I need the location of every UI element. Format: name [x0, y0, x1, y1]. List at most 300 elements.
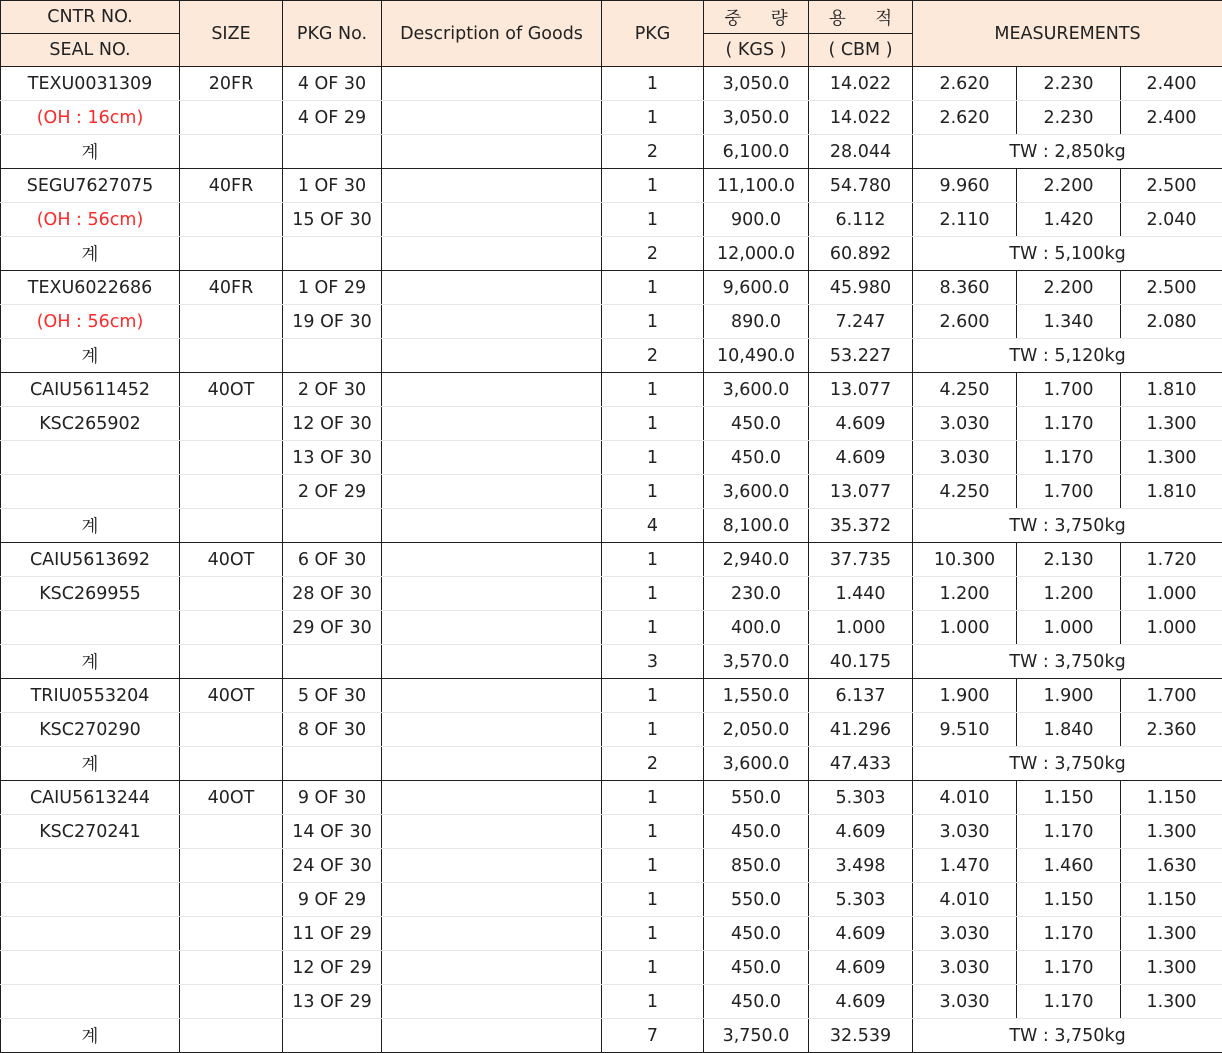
size-cell [180, 951, 283, 985]
kgs-cell: 11,100.0 [704, 169, 809, 203]
pkg-no-cell: 9 OF 29 [283, 883, 382, 917]
table-row [1, 101, 1222, 135]
width-cell: 2.200 [1017, 169, 1121, 203]
description-cell [382, 441, 602, 475]
pkg-no-cell: 5 OF 30 [283, 679, 382, 713]
description-cell [382, 781, 602, 815]
table-row [1, 985, 1222, 1019]
description-cell [382, 203, 602, 237]
pkg-cell: 1 [602, 441, 704, 475]
size-cell [180, 577, 283, 611]
height-cell: 1.300 [1121, 441, 1222, 475]
pkg-no-cell: 9 OF 30 [283, 781, 382, 815]
cbm-cell: 4.609 [809, 917, 913, 951]
width-cell: 1.420 [1017, 203, 1121, 237]
height-cell: 1.000 [1121, 577, 1222, 611]
pkg-no-cell: 1 OF 30 [283, 169, 382, 203]
empty-cell [382, 645, 602, 679]
kgs-cell: 400.0 [704, 611, 809, 645]
header-pkg-no: PKG No. [283, 1, 382, 67]
total-kgs-cell: 6,100.0 [704, 135, 809, 169]
empty-cell [180, 237, 283, 271]
total-row [1, 135, 1222, 169]
description-cell [382, 373, 602, 407]
kgs-cell: 550.0 [704, 883, 809, 917]
description-cell [382, 169, 602, 203]
size-cell [180, 475, 283, 509]
height-cell: 1.150 [1121, 781, 1222, 815]
pkg-no-cell: 14 OF 30 [283, 815, 382, 849]
width-cell: 1.150 [1017, 781, 1121, 815]
width-cell: 1.170 [1017, 441, 1121, 475]
width-cell: 1.170 [1017, 951, 1121, 985]
kgs-cell: 450.0 [704, 441, 809, 475]
description-cell [382, 611, 602, 645]
total-row [1, 645, 1222, 679]
kgs-cell: 2,050.0 [704, 713, 809, 747]
header-seal-no: SEAL NO. [1, 34, 180, 67]
empty-cell [180, 1019, 283, 1053]
total-weight-cell: TW : 5,100kg [913, 237, 1222, 271]
size-cell: 20FR [180, 67, 283, 101]
length-cell: 2.110 [913, 203, 1017, 237]
description-cell [382, 951, 602, 985]
description-cell [382, 407, 602, 441]
pkg-no-cell: 8 OF 30 [283, 713, 382, 747]
kgs-cell: 3,050.0 [704, 67, 809, 101]
pkg-cell: 1 [602, 577, 704, 611]
pkg-no-cell: 11 OF 29 [283, 917, 382, 951]
cbm-cell: 6.112 [809, 203, 913, 237]
total-label: 계 [1, 1019, 180, 1053]
total-pkg-cell: 7 [602, 1019, 704, 1053]
height-cell: 1.150 [1121, 883, 1222, 917]
pkg-no-cell: 4 OF 30 [283, 67, 382, 101]
length-cell: 4.250 [913, 475, 1017, 509]
width-cell: 1.170 [1017, 917, 1121, 951]
empty-cell [180, 747, 283, 781]
total-pkg-cell: 2 [602, 135, 704, 169]
empty-cell [1, 441, 180, 475]
length-cell: 8.360 [913, 271, 1017, 305]
description-cell [382, 713, 602, 747]
description-cell [382, 815, 602, 849]
size-cell: 40FR [180, 169, 283, 203]
description-cell [382, 271, 602, 305]
height-cell: 2.040 [1121, 203, 1222, 237]
total-pkg-cell: 2 [602, 747, 704, 781]
kgs-cell: 2,940.0 [704, 543, 809, 577]
total-row [1, 237, 1222, 271]
cbm-cell: 4.609 [809, 815, 913, 849]
cntr-no-cell: SEGU7627075 [1, 169, 180, 203]
cbm-cell: 4.609 [809, 407, 913, 441]
description-cell [382, 305, 602, 339]
total-pkg-cell: 2 [602, 237, 704, 271]
empty-cell [1, 611, 180, 645]
total-weight-cell: TW : 3,750kg [913, 1019, 1222, 1053]
seal-no-cell: KSC270290 [1, 713, 180, 747]
width-cell: 1.170 [1017, 815, 1121, 849]
width-cell: 1.700 [1017, 475, 1121, 509]
table-row [1, 781, 1222, 815]
seal-no-cell: KSC269955 [1, 577, 180, 611]
table-row [1, 407, 1222, 441]
size-cell: 40OT [180, 781, 283, 815]
table-row [1, 271, 1222, 305]
height-cell: 2.500 [1121, 169, 1222, 203]
total-cbm-cell: 40.175 [809, 645, 913, 679]
size-cell [180, 441, 283, 475]
cbm-cell: 45.980 [809, 271, 913, 305]
total-weight-cell: TW : 2,850kg [913, 135, 1222, 169]
width-cell: 1.460 [1017, 849, 1121, 883]
width-cell: 2.230 [1017, 67, 1121, 101]
total-weight-cell: TW : 3,750kg [913, 509, 1222, 543]
cntr-no-cell: TEXU0031309 [1, 67, 180, 101]
size-cell [180, 305, 283, 339]
length-cell: 3.030 [913, 917, 1017, 951]
empty-cell [283, 339, 382, 373]
cbm-cell: 54.780 [809, 169, 913, 203]
pkg-no-cell: 12 OF 30 [283, 407, 382, 441]
height-cell: 2.400 [1121, 67, 1222, 101]
height-cell: 1.300 [1121, 815, 1222, 849]
table-row [1, 849, 1222, 883]
total-cbm-cell: 60.892 [809, 237, 913, 271]
pkg-no-cell: 19 OF 30 [283, 305, 382, 339]
total-label: 계 [1, 645, 180, 679]
empty-cell [382, 135, 602, 169]
total-row [1, 1019, 1222, 1053]
pkg-cell: 1 [602, 475, 704, 509]
pkg-cell: 1 [602, 203, 704, 237]
cntr-no-cell: CAIU5613692 [1, 543, 180, 577]
pkg-cell: 1 [602, 883, 704, 917]
height-cell: 1.300 [1121, 951, 1222, 985]
size-cell [180, 611, 283, 645]
table-row [1, 917, 1222, 951]
seal-no-cell: (OH : 56cm) [1, 305, 180, 339]
width-cell: 2.200 [1017, 271, 1121, 305]
kgs-cell: 3,600.0 [704, 475, 809, 509]
total-weight-cell: TW : 3,750kg [913, 645, 1222, 679]
header-volume-unit: ( CBM ) [809, 34, 913, 67]
length-cell: 4.010 [913, 781, 1017, 815]
empty-cell [283, 135, 382, 169]
empty-cell [283, 509, 382, 543]
length-cell: 3.030 [913, 951, 1017, 985]
cbm-cell: 5.303 [809, 781, 913, 815]
empty-cell [283, 645, 382, 679]
empty-cell [382, 237, 602, 271]
total-pkg-cell: 3 [602, 645, 704, 679]
size-cell: 40OT [180, 679, 283, 713]
kgs-cell: 1,550.0 [704, 679, 809, 713]
pkg-no-cell: 4 OF 29 [283, 101, 382, 135]
pkg-no-cell: 15 OF 30 [283, 203, 382, 237]
table-row [1, 543, 1222, 577]
description-cell [382, 101, 602, 135]
description-cell [382, 985, 602, 1019]
size-cell [180, 849, 283, 883]
description-cell [382, 883, 602, 917]
empty-cell [180, 645, 283, 679]
pkg-cell: 1 [602, 815, 704, 849]
width-cell: 1.000 [1017, 611, 1121, 645]
height-cell: 1.300 [1121, 917, 1222, 951]
total-weight-cell: TW : 5,120kg [913, 339, 1222, 373]
cbm-cell: 1.440 [809, 577, 913, 611]
pkg-no-cell: 13 OF 29 [283, 985, 382, 1019]
width-cell: 1.200 [1017, 577, 1121, 611]
pkg-cell: 1 [602, 305, 704, 339]
cbm-cell: 5.303 [809, 883, 913, 917]
size-cell: 40FR [180, 271, 283, 305]
empty-cell [1, 883, 180, 917]
empty-cell [180, 135, 283, 169]
height-cell: 1.300 [1121, 407, 1222, 441]
height-cell: 1.630 [1121, 849, 1222, 883]
empty-cell [382, 509, 602, 543]
pkg-no-cell: 24 OF 30 [283, 849, 382, 883]
description-cell [382, 543, 602, 577]
cntr-no-cell: CAIU5613244 [1, 781, 180, 815]
pkg-cell: 1 [602, 611, 704, 645]
table-row [1, 203, 1222, 237]
total-label: 계 [1, 747, 180, 781]
header-description: Description of Goods [382, 1, 602, 67]
length-cell: 4.010 [913, 883, 1017, 917]
height-cell: 1.300 [1121, 985, 1222, 1019]
pkg-cell: 1 [602, 101, 704, 135]
total-cbm-cell: 35.372 [809, 509, 913, 543]
size-cell [180, 985, 283, 1019]
empty-cell [1, 917, 180, 951]
pkg-cell: 1 [602, 271, 704, 305]
size-cell [180, 101, 283, 135]
kgs-cell: 230.0 [704, 577, 809, 611]
pkg-no-cell: 13 OF 30 [283, 441, 382, 475]
description-cell [382, 577, 602, 611]
empty-cell [382, 339, 602, 373]
width-cell: 1.340 [1017, 305, 1121, 339]
height-cell: 1.810 [1121, 475, 1222, 509]
header-weight-unit: ( KGS ) [704, 34, 809, 67]
height-cell: 1.700 [1121, 679, 1222, 713]
empty-cell [1, 475, 180, 509]
total-kgs-cell: 10,490.0 [704, 339, 809, 373]
header-measurements: MEASUREMENTS [913, 1, 1222, 67]
total-label: 계 [1, 237, 180, 271]
pkg-no-cell: 2 OF 30 [283, 373, 382, 407]
size-cell [180, 713, 283, 747]
total-cbm-cell: 28.044 [809, 135, 913, 169]
width-cell: 2.130 [1017, 543, 1121, 577]
empty-cell [283, 1019, 382, 1053]
height-cell: 2.360 [1121, 713, 1222, 747]
description-cell [382, 917, 602, 951]
kgs-cell: 3,050.0 [704, 101, 809, 135]
table-row [1, 475, 1222, 509]
pkg-cell: 1 [602, 67, 704, 101]
pkg-cell: 1 [602, 781, 704, 815]
seal-no-cell: (OH : 56cm) [1, 203, 180, 237]
width-cell: 1.900 [1017, 679, 1121, 713]
length-cell: 10.300 [913, 543, 1017, 577]
total-kgs-cell: 3,750.0 [704, 1019, 809, 1053]
height-cell: 1.810 [1121, 373, 1222, 407]
table-row [1, 951, 1222, 985]
width-cell: 1.150 [1017, 883, 1121, 917]
total-row [1, 747, 1222, 781]
kgs-cell: 550.0 [704, 781, 809, 815]
table-row [1, 679, 1222, 713]
length-cell: 3.030 [913, 985, 1017, 1019]
cbm-cell: 4.609 [809, 951, 913, 985]
length-cell: 3.030 [913, 407, 1017, 441]
empty-cell [382, 1019, 602, 1053]
kgs-cell: 9,600.0 [704, 271, 809, 305]
table-row [1, 611, 1222, 645]
total-kgs-cell: 8,100.0 [704, 509, 809, 543]
kgs-cell: 3,600.0 [704, 373, 809, 407]
table-row [1, 67, 1222, 101]
width-cell: 1.170 [1017, 407, 1121, 441]
pkg-cell: 1 [602, 679, 704, 713]
length-cell: 2.620 [913, 67, 1017, 101]
length-cell: 9.510 [913, 713, 1017, 747]
total-row [1, 339, 1222, 373]
kgs-cell: 450.0 [704, 985, 809, 1019]
description-cell [382, 679, 602, 713]
length-cell: 4.250 [913, 373, 1017, 407]
table-row [1, 441, 1222, 475]
total-row [1, 509, 1222, 543]
empty-cell [180, 509, 283, 543]
cbm-cell: 13.077 [809, 373, 913, 407]
length-cell: 1.900 [913, 679, 1017, 713]
size-cell [180, 917, 283, 951]
cbm-cell: 14.022 [809, 67, 913, 101]
empty-cell [382, 747, 602, 781]
pkg-cell: 1 [602, 917, 704, 951]
cntr-no-cell: TEXU6022686 [1, 271, 180, 305]
kgs-cell: 450.0 [704, 917, 809, 951]
kgs-cell: 450.0 [704, 407, 809, 441]
table-row [1, 305, 1222, 339]
pkg-cell: 1 [602, 169, 704, 203]
pkg-no-cell: 12 OF 29 [283, 951, 382, 985]
seal-no-cell: KSC270241 [1, 815, 180, 849]
cbm-cell: 41.296 [809, 713, 913, 747]
empty-cell [180, 339, 283, 373]
cbm-cell: 13.077 [809, 475, 913, 509]
cbm-cell: 4.609 [809, 985, 913, 1019]
empty-cell [283, 747, 382, 781]
size-cell: 40OT [180, 543, 283, 577]
seal-no-cell: (OH : 16cm) [1, 101, 180, 135]
header-cntr-no: CNTR NO. [1, 1, 180, 34]
pkg-cell: 1 [602, 849, 704, 883]
length-cell: 2.600 [913, 305, 1017, 339]
pkg-cell: 1 [602, 951, 704, 985]
total-cbm-cell: 47.433 [809, 747, 913, 781]
total-kgs-cell: 12,000.0 [704, 237, 809, 271]
table-body [1, 67, 1222, 1053]
length-cell: 2.620 [913, 101, 1017, 135]
cbm-cell: 4.609 [809, 441, 913, 475]
cntr-no-cell: TRIU0553204 [1, 679, 180, 713]
height-cell: 1.720 [1121, 543, 1222, 577]
length-cell: 1.470 [913, 849, 1017, 883]
cbm-cell: 14.022 [809, 101, 913, 135]
empty-cell [1, 985, 180, 1019]
header-size: SIZE [180, 1, 283, 67]
total-pkg-cell: 4 [602, 509, 704, 543]
total-kgs-cell: 3,570.0 [704, 645, 809, 679]
empty-cell [283, 237, 382, 271]
width-cell: 1.840 [1017, 713, 1121, 747]
total-cbm-cell: 53.227 [809, 339, 913, 373]
header-weight: 중 량 [704, 1, 809, 34]
kgs-cell: 450.0 [704, 815, 809, 849]
cntr-no-cell: CAIU5611452 [1, 373, 180, 407]
pkg-no-cell: 29 OF 30 [283, 611, 382, 645]
pkg-no-cell: 28 OF 30 [283, 577, 382, 611]
kgs-cell: 890.0 [704, 305, 809, 339]
pkg-no-cell: 6 OF 30 [283, 543, 382, 577]
total-label: 계 [1, 135, 180, 169]
pkg-cell: 1 [602, 713, 704, 747]
length-cell: 3.030 [913, 815, 1017, 849]
cbm-cell: 7.247 [809, 305, 913, 339]
cbm-cell: 3.498 [809, 849, 913, 883]
width-cell: 1.700 [1017, 373, 1121, 407]
cbm-cell: 6.137 [809, 679, 913, 713]
total-cbm-cell: 32.539 [809, 1019, 913, 1053]
kgs-cell: 850.0 [704, 849, 809, 883]
height-cell: 1.000 [1121, 611, 1222, 645]
cbm-cell: 1.000 [809, 611, 913, 645]
height-cell: 2.080 [1121, 305, 1222, 339]
size-cell [180, 407, 283, 441]
empty-cell [1, 849, 180, 883]
table-row [1, 815, 1222, 849]
header-volume: 용 적 [809, 1, 913, 34]
table-row [1, 577, 1222, 611]
total-weight-cell: TW : 3,750kg [913, 747, 1222, 781]
length-cell: 9.960 [913, 169, 1017, 203]
total-label: 계 [1, 339, 180, 373]
height-cell: 2.400 [1121, 101, 1222, 135]
pkg-cell: 1 [602, 407, 704, 441]
length-cell: 1.200 [913, 577, 1017, 611]
cbm-cell: 37.735 [809, 543, 913, 577]
width-cell: 2.230 [1017, 101, 1121, 135]
description-cell [382, 849, 602, 883]
pkg-cell: 1 [602, 373, 704, 407]
pkg-cell: 1 [602, 985, 704, 1019]
pkg-cell: 1 [602, 543, 704, 577]
pkg-no-cell: 2 OF 29 [283, 475, 382, 509]
height-cell: 2.500 [1121, 271, 1222, 305]
width-cell: 1.170 [1017, 985, 1121, 1019]
kgs-cell: 450.0 [704, 951, 809, 985]
description-cell [382, 475, 602, 509]
size-cell [180, 815, 283, 849]
description-cell [382, 67, 602, 101]
